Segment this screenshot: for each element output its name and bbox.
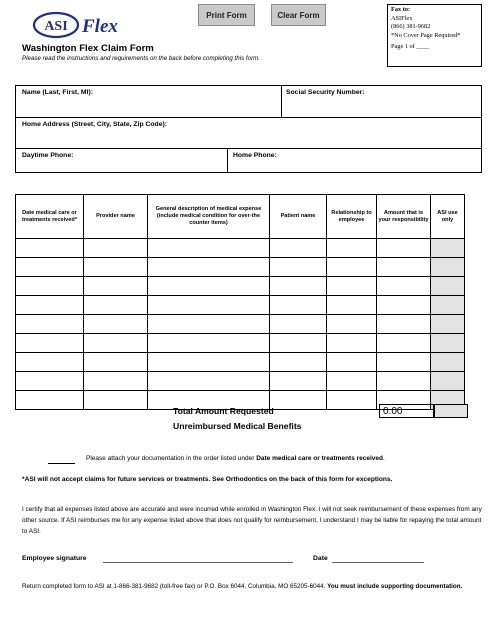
cell-relationship[interactable]	[327, 353, 377, 372]
cell-asi-use	[431, 277, 465, 296]
cell-description[interactable]	[148, 277, 270, 296]
cell-date[interactable]	[16, 315, 84, 334]
cell-description[interactable]	[148, 334, 270, 353]
cell-asi-use	[431, 372, 465, 391]
cell-description[interactable]	[148, 239, 270, 258]
table-row	[16, 315, 465, 334]
claims-table	[15, 194, 465, 410]
cell-relationship[interactable]	[327, 258, 377, 277]
cell-date[interactable]	[16, 277, 84, 296]
cell-date[interactable]	[16, 296, 84, 315]
cell-relationship[interactable]	[327, 372, 377, 391]
attach-instruction-bold: Date medical care or treatments received	[256, 455, 384, 462]
ssn-label: Social Security Number:	[286, 89, 365, 96]
table-header-row	[16, 195, 465, 239]
table-row	[16, 277, 465, 296]
cell-date[interactable]	[16, 258, 84, 277]
cell-provider[interactable]	[84, 315, 148, 334]
certification-text: I certify that all expenses listed above are accurate and were incurred while enrolled in Washington Flex. I will not seek reimbursement of these expenses from any other source. If ASI reimburses me for any expense listed above that does not qualify for reimbursement, I understand I may be liable for repaying the total amount to ASI.	[22, 506, 482, 535]
clear-form-button[interactable]: Clear Form	[271, 4, 326, 26]
cell-patient[interactable]	[270, 391, 327, 410]
fax-number: (866) 381-9682	[391, 23, 431, 31]
cell-provider[interactable]	[84, 258, 148, 277]
total-amount-field[interactable]: 0.00	[379, 404, 434, 418]
fax-to-label: Fax to:	[391, 6, 411, 13]
cell-asi-use	[431, 334, 465, 353]
cell-provider[interactable]	[84, 277, 148, 296]
footer-return-instructions	[22, 582, 482, 592]
logo-asi-text: ASI	[44, 19, 68, 34]
table-row	[16, 258, 465, 277]
cell-amount[interactable]	[377, 239, 431, 258]
cell-patient[interactable]	[270, 296, 327, 315]
col-header-amount: Amount that is your responsibility	[377, 195, 431, 239]
cell-patient[interactable]	[270, 239, 327, 258]
cell-patient[interactable]	[270, 372, 327, 391]
name-label: Name (Last, First, MI):	[22, 89, 93, 96]
cell-patient[interactable]	[270, 353, 327, 372]
cell-description[interactable]	[148, 315, 270, 334]
page-count-field[interactable]: Page 1 of ____	[391, 43, 429, 51]
col-header-patient: Patient name	[270, 195, 327, 239]
attach-instruction	[86, 455, 385, 462]
cell-amount[interactable]	[377, 277, 431, 296]
cell-patient[interactable]	[270, 277, 327, 296]
footer-text: Return completed form to ASI at 1-866-381-9682 (toll-free fax) or P.O. Box 6044, Columbia, MO 65205-6044.	[22, 583, 328, 590]
attach-instruction-end: .	[383, 455, 385, 462]
cell-date[interactable]	[16, 372, 84, 391]
cell-provider[interactable]	[84, 239, 148, 258]
table-row	[16, 372, 465, 391]
cell-asi-use	[431, 315, 465, 334]
cell-provider[interactable]	[84, 353, 148, 372]
cell-description[interactable]	[148, 372, 270, 391]
cell-asi-use	[431, 258, 465, 277]
cell-provider[interactable]	[84, 372, 148, 391]
fax-company: ASIFlex	[391, 14, 413, 22]
col-header-date: Date medical care or treatments received*	[16, 195, 84, 239]
cell-amount[interactable]	[377, 315, 431, 334]
cell-amount[interactable]	[377, 334, 431, 353]
cell-amount[interactable]	[377, 258, 431, 277]
cell-amount[interactable]	[377, 353, 431, 372]
page-title: Washington Flex Claim Form	[22, 43, 154, 54]
address-label: Home Address (Street, City, State, Zip Code):	[22, 121, 168, 128]
employee-signature-label: Employee signature	[22, 555, 87, 562]
page-subtitle: Please read the instructions and requirements on the back before completing this form.	[22, 55, 261, 62]
employee-signature-field[interactable]	[103, 562, 293, 563]
table-row	[16, 334, 465, 353]
total-amount-label: Total Amount Requested	[173, 406, 274, 416]
home-phone-label: Home Phone:	[233, 152, 277, 159]
print-form-button[interactable]: Print Form	[198, 4, 255, 26]
table-row	[16, 353, 465, 372]
cell-provider[interactable]	[84, 391, 148, 410]
future-claims-warning: *ASI will not accept claims for future services or treatments. See Orthodontics on the back of this form for exceptions.	[22, 476, 393, 483]
cell-relationship[interactable]	[327, 277, 377, 296]
fax-note: *No Cover Page Required*	[391, 31, 461, 39]
date-field[interactable]	[332, 562, 424, 563]
fax-info-box	[387, 4, 482, 67]
col-header-description: General description of medical expense (include medical condition for over-the counter items)	[148, 195, 270, 239]
attach-checkline[interactable]	[48, 463, 75, 464]
cell-date[interactable]	[16, 334, 84, 353]
cell-description[interactable]	[148, 296, 270, 315]
col-header-provider: Provider name	[84, 195, 148, 239]
logo-flex-text: Flex	[82, 16, 118, 37]
cell-provider[interactable]	[84, 334, 148, 353]
unreimbursed-benefits-label: Unreimbursed Medical Benefits	[173, 421, 302, 431]
footer-bold: You must include supporting documentation.	[327, 583, 463, 590]
cell-date[interactable]	[16, 391, 84, 410]
cell-relationship[interactable]	[327, 296, 377, 315]
cell-relationship[interactable]	[327, 315, 377, 334]
cell-asi-use	[431, 239, 465, 258]
cell-description[interactable]	[148, 258, 270, 277]
attach-instruction-text: Please attach your documentation in the order listed under	[86, 455, 257, 462]
asi-use-total-cell	[434, 404, 468, 418]
cell-patient[interactable]	[270, 258, 327, 277]
cell-provider[interactable]	[84, 296, 148, 315]
cell-description[interactable]	[148, 353, 270, 372]
date-label: Date	[313, 555, 328, 562]
cell-patient[interactable]	[270, 334, 327, 353]
cell-asi-use	[431, 296, 465, 315]
col-header-asi-use: ASI use only	[431, 195, 465, 239]
table-row	[16, 239, 465, 258]
table-row	[16, 296, 465, 315]
cell-date[interactable]	[16, 353, 84, 372]
cell-amount[interactable]	[377, 372, 431, 391]
cell-date[interactable]	[16, 239, 84, 258]
asiflex-logo	[32, 10, 152, 40]
cell-amount[interactable]	[377, 296, 431, 315]
cell-relationship[interactable]	[327, 391, 377, 410]
cell-relationship[interactable]	[327, 334, 377, 353]
cell-asi-use	[431, 353, 465, 372]
cell-relationship[interactable]	[327, 239, 377, 258]
cell-patient[interactable]	[270, 315, 327, 334]
daytime-phone-label: Daytime Phone:	[22, 152, 74, 159]
col-header-relationship: Relationship to employee	[327, 195, 377, 239]
